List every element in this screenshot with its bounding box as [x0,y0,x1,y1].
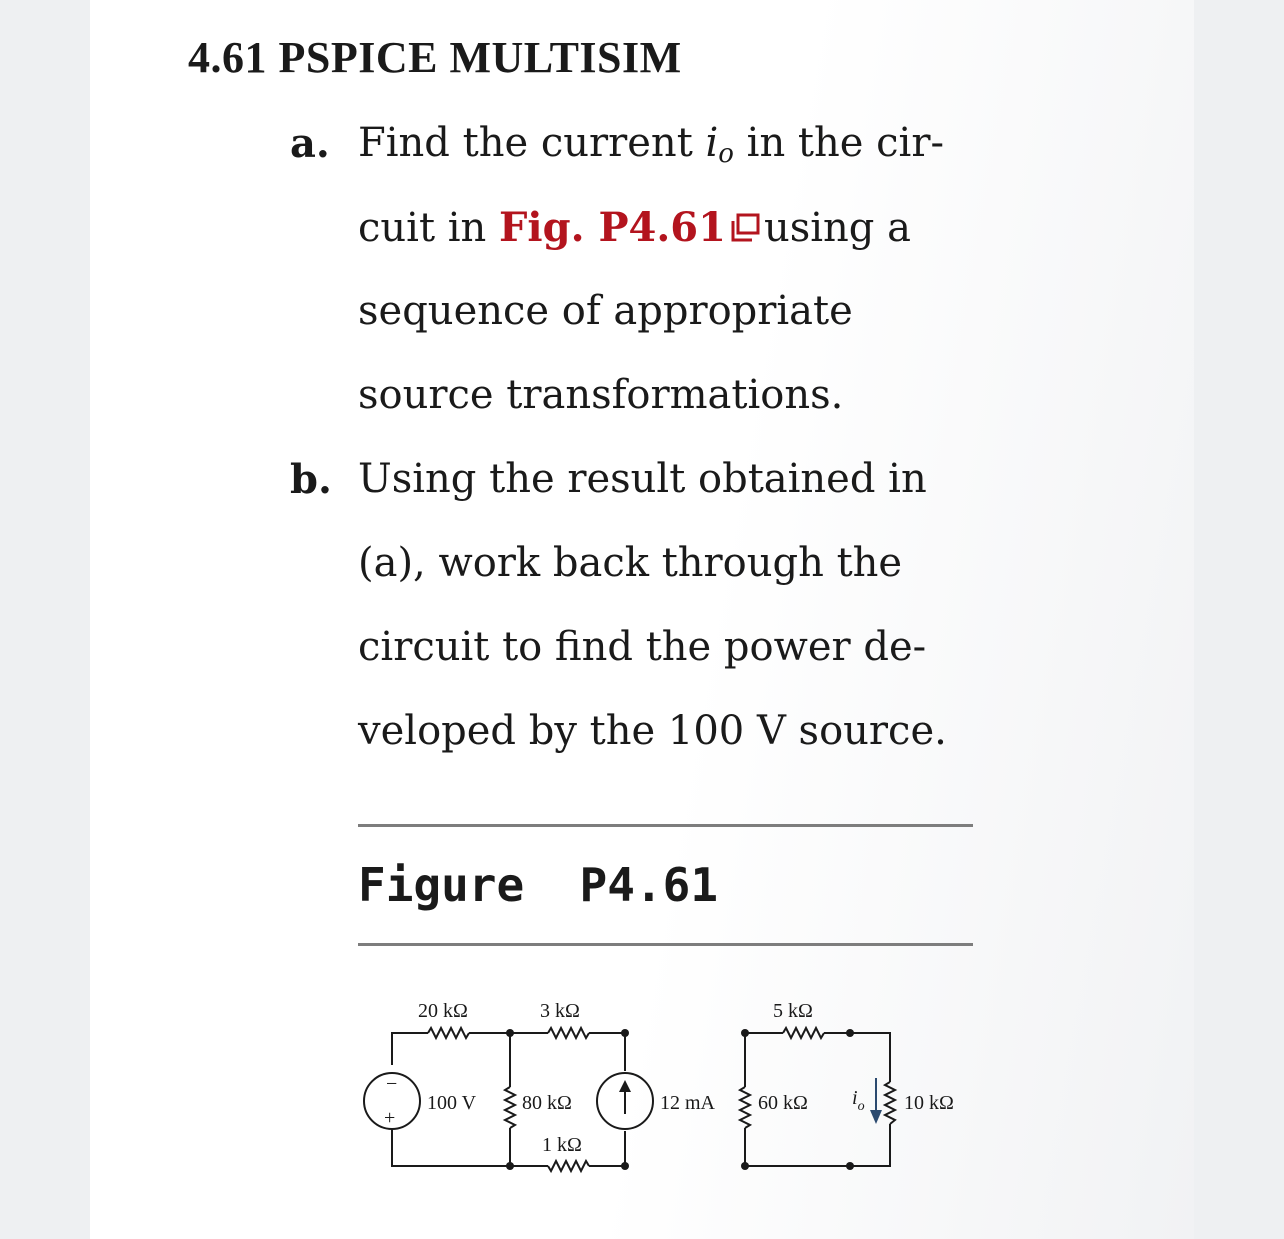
part-a-text-1: Find the current [358,120,693,166]
wire-top-right [824,1033,890,1082]
part-b-line-3: circuit to find the power de- [358,624,927,670]
resistor-60k [740,1087,750,1128]
label-20k: 20 kΩ [418,1000,468,1022]
part-b-letter: b. [290,456,332,503]
label-plus: + [384,1107,396,1129]
wire-top-left [392,1033,428,1065]
part-a-text-3: cuit in [358,205,487,251]
resistor-80k [505,1087,515,1128]
label-12ma: 12 mA [660,1092,715,1114]
label-10k: 10 kΩ [904,1092,954,1114]
label-3k: 3 kΩ [540,1000,580,1022]
wire-bottom-left [392,1129,548,1166]
resistor-20k [428,1028,469,1038]
label-io-letter: i [852,1087,858,1109]
node-dot [846,1162,854,1170]
resistor-5k [783,1028,824,1038]
resistor-10k [885,1082,895,1124]
node-dot [621,1029,629,1037]
label-100v: 100 V [427,1092,477,1114]
node-dot [506,1029,514,1037]
part-a-line-3: sequence of appropriate [358,288,853,334]
part-b-line-2: (a), work back through the [358,540,903,586]
part-a-text-2: in the cir- [746,120,944,166]
figure-title: Figure P4.61 [358,858,719,912]
current-symbol-letter: i [705,120,719,166]
wire-bottom-right [745,1124,890,1166]
label-io [852,1087,865,1114]
label-minus: − [386,1073,398,1095]
node-dot [741,1162,749,1170]
current-source-arrow-head [619,1080,631,1092]
part-b-line-4: veloped by the 100 V source. [358,708,947,754]
resistor-1k [548,1161,589,1171]
label-io-subscript: o [857,1099,865,1114]
node-dot [506,1162,514,1170]
node-dot [846,1029,854,1037]
node-dot [741,1029,749,1037]
part-b-line-1: Using the result obtained in [358,456,927,502]
part-a-line-4: source transformations. [358,372,844,418]
resistor-3k [548,1028,589,1038]
part-a-text-4: using a [763,205,911,251]
current-symbol-subscript: o [718,139,734,169]
node-dot [621,1162,629,1170]
label-1k: 1 kΩ [542,1134,582,1156]
label-5k: 5 kΩ [773,1000,813,1022]
figure-link[interactable]: Fig. P4.61 [499,204,726,251]
io-arrow-head [870,1110,882,1124]
label-60k: 60 kΩ [758,1092,808,1114]
label-80k: 80 kΩ [522,1092,572,1114]
problem-heading: 4.61 PSPICE MULTISIM [188,33,682,82]
part-a-letter: a. [290,120,330,167]
